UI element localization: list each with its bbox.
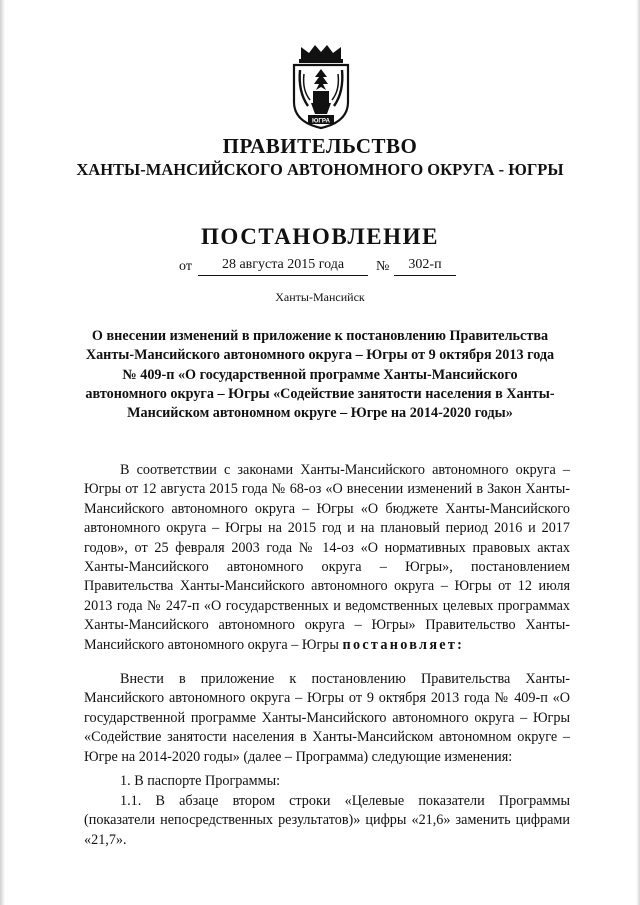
emblem-banner-text: ЮГРА — [312, 117, 330, 125]
preamble-text: В соответствии с законами Ханты-Мансийского автономного округа – Югры от 12 августа 2015 года № 68-оз «О внесении изменений в Закон Ханты-Мансийского автономного округа – Югры «О бюджете Ханты-Мансийского автономного округа – Югры на 2015 год и на плановый период 2016 и 2017 годов», от 25 февраля 2003 года № 14-оз «О нормативных правовых актах Ханты-Мансийского автономного округа – Югры», постановлением Правительства Ханты-Мансийского автономного округа – Югры от 12 июля 2013 года № 247-п «О государственных и ведомственных целевых программах Ханты-Мансийского автономного округа – Югры» Правительство Ханты-Мансийского автономного округа – Югры — [84, 462, 570, 653]
government-title: ПРАВИТЕЛЬСТВО — [222, 134, 418, 158]
document-date: 28 августа 2015 года — [198, 257, 368, 276]
amendment-paragraph — [84, 670, 570, 767]
amendment-text: Внести в приложение к постановлению Правительства Ханты-Мансийского автономного округа – Югры от 9 октября 2013 года № 409-п «О государственной программе Ханты-Мансийского автономного округа – Югры «Содействие занятости населения в Ханты-Мансийском автономном округе – Югре на 2014-2020 годы» (далее – Программа) следующие изменения: — [84, 671, 570, 765]
item-1-1 — [84, 792, 570, 850]
date-prefix: от — [179, 259, 192, 274]
item-1: 1. В паспорте Программы: — [120, 773, 281, 789]
number-prefix: № — [376, 259, 390, 274]
document-type-heading: ПОСТАНОВЛЕНИЕ — [200, 224, 440, 249]
region-title: ХАНТЫ-МАНСИЙСКОГО АВТОНОМНОГО ОКРУГА - ЮГРЫ — [76, 160, 564, 179]
decree-word: постановляет: — [342, 636, 465, 653]
document-subject: О внесении изменений в приложение к постановлению Правительства Ханты-Мансийского автономного округа – Югры от 9 октября 2013 года № 409-п «О государственной программе Ханты-Мансийского автономного округа – Югры «Содействие занятости населения в Ханты-Мансийском автономном округе – Югре на 2014-2020 годы» — [85, 328, 555, 422]
item-1-1-text: 1.1. В абзаце втором строки «Целевые показатели Программы (показатели непосредственных результатов)» цифры «21,6» заменить цифрами «21,7». — [84, 793, 570, 848]
document-place: Ханты-Мансийск — [275, 290, 365, 304]
document-number: 302-п — [394, 257, 456, 276]
preamble-paragraph — [84, 461, 570, 655]
coat-of-arms-emblem — [286, 44, 356, 130]
